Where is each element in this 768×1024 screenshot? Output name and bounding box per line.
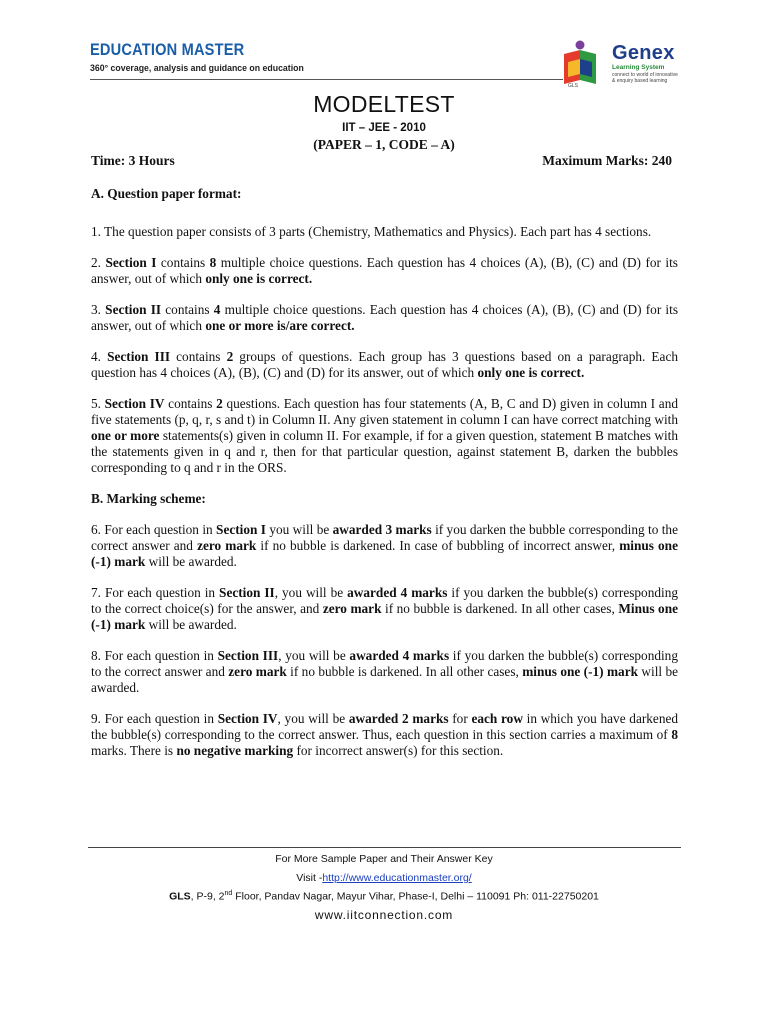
address-part-a: , P-9, 2 [190,890,225,903]
format-item-1: 1. The question paper consists of 3 parts (Chemistry, Mathematics and Physics). Each part has 4 sections. [91,224,652,239]
text-run: in which you have darkened the bubble(s) corresponding to the correct answer. Thus, each question in this section carries a maximum of [91,711,679,742]
text-run: you will be [265,522,333,537]
exam-duration: Time: 3 Hours [91,153,175,168]
text-run: contains [170,349,227,364]
exam-name: IIT – JEE - 2010 [342,122,426,134]
text-run: 4. [91,349,108,364]
logo-mark: GLS [568,83,579,89]
text-run: multiple choice questions. Each question has 4 choices (A), (B), (C) and (D) for its answer, out of which [91,255,678,286]
brand-tagline: 360° coverage, analysis and guidance on education [90,63,304,74]
format-item-2 [91,255,678,287]
text-run: 7. For each question in [91,585,220,600]
text-run: for incorrect answer(s) for this section. [293,743,504,758]
text-run: 3. [91,302,106,317]
text-run: questions. Each question has four statements (A, B, C and D) given in column I and five statements (p, q, r, s and t) in Column II. Any given statement in column I can have correct matching with [91,396,678,427]
marking-item-7 [91,585,678,633]
logo-subtitle: Learning System [612,64,665,71]
maximum-marks: Maximum Marks: 240 [542,153,672,168]
marking-item-6 [91,522,678,570]
header-divider [90,79,563,80]
marking-item-9 [91,711,678,759]
emphasis: awarded 2 marks [348,711,449,726]
text-run: will be awarded. [145,617,237,632]
emphasis: zero mark [322,601,382,616]
format-item-4 [91,349,678,381]
emphasis: 2 [216,396,223,411]
text-run: 5. [91,396,105,411]
emphasis: 8 [671,727,678,742]
section-a-heading: A. Question paper format: [91,186,242,201]
brand-block [90,40,322,74]
logo-slogan-line1: connect to world of innovative [612,72,678,78]
emphasis: Section III [217,648,279,663]
text-run: if no bubble is darkened. In all other cases, [286,664,523,679]
emphasis: 8 [209,255,217,270]
educationmaster-link[interactable]: http://www.educationmaster.org/ [322,872,472,884]
emphasis: awarded 3 marks [332,522,432,537]
emphasis: awarded 4 marks [347,585,448,600]
emphasis: only one is correct. [477,365,585,380]
emphasis: 2 [226,349,234,364]
text-run: , you will be [274,585,348,600]
text-run: if no bubble is darkened. In case of bubbling of incorrect answer, [256,538,620,553]
text-run: marks. There is [91,743,177,758]
logo-slogan-line2: & enquiry based learning [612,78,668,84]
format-item-5 [91,396,678,476]
address-part-b: Floor, Pandav Nagar, Mayur Vihar, Phase-I, Delhi – 110091 Ph: 011-22750201 [232,890,599,903]
footer-sample-paper-note: For More Sample Paper and Their Answer Key [275,853,493,865]
logo-slogan [612,72,692,84]
emphasis: one or more [91,428,160,443]
text-run: groups of questions. Each group has 3 questions based on a paragraph. Each question has 4 choices (A), (B), (C) and (D) for its answer, out of which [91,349,678,380]
emphasis: one or more is/are correct. [205,318,355,333]
emphasis: zero mark [197,538,257,553]
visit-label: Visit - [296,872,323,884]
emphasis: 4 [213,302,221,317]
emphasis: Section IV [104,396,165,411]
genex-logo [560,40,690,90]
gls-label: GLS [169,890,191,903]
text-run: for [448,711,472,726]
text-run: if you darken the bubble(s) corresponding to the correct choice(s) for the answer, and [91,585,678,616]
emphasis: Section I [216,522,266,537]
marking-item-8 [91,648,678,696]
text-run: , you will be [278,648,350,663]
text-run: statements(s) given in column II. For example, if for a given question, statement B matches with the statements given in q and r, then for that particular question, against statement B, darken the bubbles corresponding to q and r in the ORS. [91,428,678,475]
footer-visit [0,872,768,884]
emphasis: Section II [105,302,162,317]
text-run: 8. For each question in [91,648,218,663]
emphasis: Minus one (-1) mark [91,601,679,632]
emphasis: zero mark [228,664,287,679]
footer-website: www.iitconnection.com [314,908,454,922]
text-run: contains [156,255,210,270]
footer-divider [88,847,681,848]
text-run: if you darken the bubble corresponding to the correct answer and [91,522,678,553]
text-run: 2. [91,255,106,270]
emphasis: Section III [107,349,171,364]
text-run: contains [164,396,217,411]
section-b-heading: B. Marking scheme: [91,491,206,506]
emphasis: minus one (-1) mark [522,664,639,679]
paper-code: (PAPER – 1, CODE – A) [313,137,455,152]
text-run: will be awarded. [91,664,679,695]
emphasis: no negative marking [176,743,294,758]
emphasis: each row [471,711,523,726]
emphasis: only one is correct. [205,271,313,286]
emphasis: minus one (-1) mark [91,538,678,569]
text-run: , you will be [277,711,349,726]
text-run: 6. For each question in [91,522,217,537]
footer-address [0,890,768,903]
text-run: 9. For each question in [91,711,218,726]
text-run: will be awarded. [145,554,237,569]
text-run: multiple choice questions. Each question has 4 choices (A), (B), (C) and (D) for its answer, out of which [91,302,678,333]
logo-name: Genex [612,42,675,64]
address-superscript: nd [224,890,233,897]
text-run: if no bubble is darkened. In all other cases, [381,601,619,616]
text-run: if you darken the bubble(s) corresponding to the correct answer and [91,648,678,679]
emphasis: Section I [105,255,157,270]
genex-logo-icon [560,40,610,84]
emphasis: Section II [219,585,275,600]
brand-name: EDUCATION MASTER [90,40,245,59]
page-title: MODELTEST [313,91,455,117]
emphasis: Section IV [217,711,278,726]
instructions [91,186,678,759]
emphasis: awarded 4 marks [349,648,450,663]
format-item-3 [91,302,678,334]
text-run: contains [161,302,214,317]
